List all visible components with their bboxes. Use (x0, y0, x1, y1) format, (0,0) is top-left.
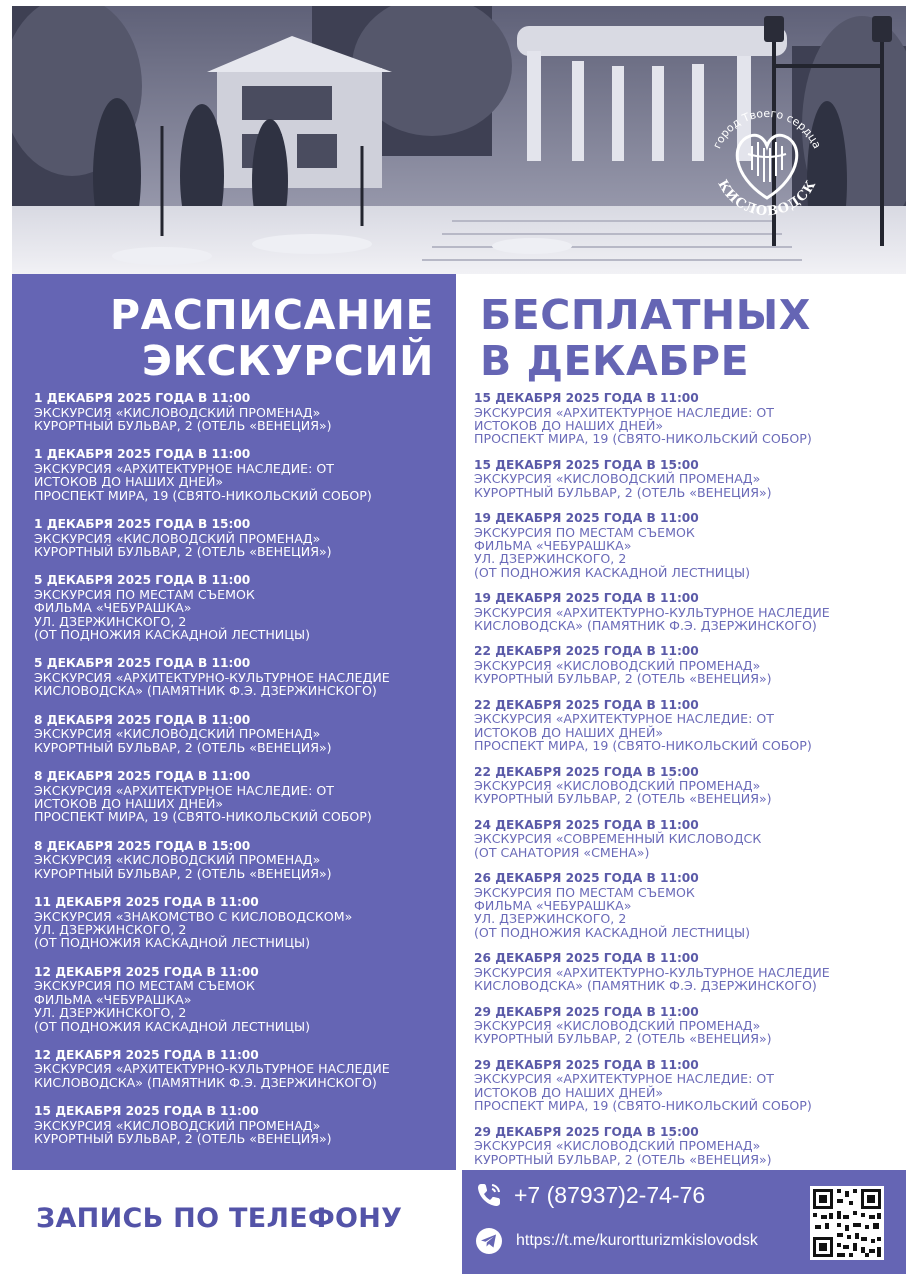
event-description: ЭКСКУРСИЯ «КИСЛОВОДСКИЙ ПРОМЕНАД» КУРОРТНЫЙ БУЛЬВАР, 2 (ОТЕЛЬ «ВЕНЕЦИЯ») (34, 726, 332, 755)
event-date: 29 ДЕКАБРЯ 2025 ГОДА В 15:00 (474, 1124, 699, 1139)
title-line: В ДЕКАБРЕ (480, 337, 750, 385)
event-item (34, 840, 444, 880)
footer-left (12, 1170, 456, 1274)
event-description: ЭКСКУРСИЯ «АРХИТЕКТУРНО-КУЛЬТУРНОЕ НАСЛЕДИЕ КИСЛОВОДСКА» (ПАМЯТНИК Ф.Э. ДЗЕРЖИНСКОГО) (474, 604, 830, 634)
event-description: ЭКСКУРСИЯ «АРХИТЕКТУРНОЕ НАСЛЕДИЕ: ОТ ИСТОКОВ ДО НАШИХ ДНЕЙ» ПРОСПЕКТ МИРА, 19 (СВЯТО-НИКОЛЬСКИЙ СОБОР) (474, 404, 812, 447)
event-date: 29 ДЕКАБРЯ 2025 ГОДА В 11:00 (474, 1004, 699, 1019)
event-description: ЭКСКУРСИЯ «КИСЛОВОДСКИЙ ПРОМЕНАД» КУРОРТНЫЙ БУЛЬВАР, 2 (ОТЕЛЬ «ВЕНЕЦИЯ») (34, 530, 332, 559)
title-right (480, 292, 811, 384)
event-description: ЭКСКУРСИЯ «АРХИТЕКТУРНОЕ НАСЛЕДИЕ: ОТ ИСТОКОВ ДО НАШИХ ДНЕЙ» ПРОСПЕКТ МИРА, 19 (СВЯТО-НИКОЛЬСКИЙ СОБОР) (34, 782, 372, 825)
footer-contacts (462, 1170, 906, 1274)
event-description: ЭКСКУРСИЯ «СОВРЕМЕННЫЙ КИСЛОВОДСК (ОТ САНАТОРИЯ «СМЕНА») (474, 831, 762, 860)
event-list-left (34, 392, 444, 1162)
event-description: ЭКСКУРСИЯ ПО МЕСТАМ СЪЕМОК ФИЛЬМА «ЧЕБУРАШКА» УЛ. ДЗЕРЖИНСКОГО, 2 (ОТ ПОДНОЖИЯ КАСКАДНОЙ ЛЕСТНИЦЫ) (474, 884, 751, 940)
event-item (34, 392, 444, 432)
telegram-icon (474, 1226, 504, 1256)
event-item (34, 657, 444, 697)
telegram-link[interactable]: https://t.me/kurortturizmkislovodsk (516, 1232, 758, 1249)
title-line: БЕСПЛАТНЫХ (480, 291, 811, 339)
event-description: ЭКСКУРСИЯ «КИСЛОВОДСКИЙ ПРОМЕНАД» КУРОРТНЫЙ БУЛЬВАР, 2 (ОТЕЛЬ «ВЕНЕЦИЯ») (474, 778, 772, 807)
event-item (474, 1006, 904, 1046)
event-date: 15 ДЕКАБРЯ 2025 ГОДА В 15:00 (474, 457, 699, 472)
event-description: ЭКСКУРСИЯ ПО МЕСТАМ СЪЕМОК ФИЛЬМА «ЧЕБУРАШКА» УЛ. ДЗЕРЖИНСКОГО, 2 (ОТ ПОДНОЖИЯ КАСКАДНОЙ ЛЕСТНИЦЫ) (474, 524, 751, 580)
logo-text-top: город Твоего сердца (710, 106, 824, 151)
title-line: РАСПИСАНИЕ (110, 291, 434, 339)
event-date: 1 ДЕКАБРЯ 2025 ГОДА В 15:00 (34, 517, 251, 532)
event-description: ЭКСКУРСИЯ «АРХИТЕКТУРНОЕ НАСЛЕДИЕ: ОТ ИСТОКОВ ДО НАШИХ ДНЕЙ» ПРОСПЕКТ МИРА, 19 (СВЯТО-НИКОЛЬСКИЙ СОБОР) (474, 711, 812, 754)
event-date: 11 ДЕКАБРЯ 2025 ГОДА В 11:00 (34, 895, 259, 910)
event-item (474, 952, 904, 992)
event-item (474, 1059, 904, 1113)
event-item (474, 699, 904, 753)
event-item (34, 966, 444, 1033)
event-item (474, 819, 904, 859)
event-list-right (474, 392, 904, 1179)
phone-row[interactable] (474, 1180, 705, 1210)
event-item (474, 645, 904, 685)
event-date: 22 ДЕКАБРЯ 2025 ГОДА В 11:00 (474, 697, 699, 712)
event-date: 19 ДЕКАБРЯ 2025 ГОДА В 11:00 (474, 591, 699, 606)
poster (12, 6, 906, 1274)
event-item (34, 1105, 444, 1145)
event-description: ЭКСКУРСИЯ «АРХИТЕКТУРНОЕ НАСЛЕДИЕ: ОТ ИСТОКОВ ДО НАШИХ ДНЕЙ» ПРОСПЕКТ МИРА, 19 (СВЯТО-НИКОЛЬСКИЙ СОБОР) (34, 460, 372, 503)
event-date: 19 ДЕКАБРЯ 2025 ГОДА В 11:00 (474, 511, 699, 526)
event-description: ЭКСКУРСИЯ «КИСЛОВОДСКИЙ ПРОМЕНАД» КУРОРТНЫЙ БУЛЬВАР, 2 (ОТЕЛЬ «ВЕНЕЦИЯ») (34, 1117, 332, 1147)
event-item (34, 448, 444, 502)
event-item (34, 518, 444, 558)
event-item (474, 459, 904, 499)
event-date: 5 ДЕКАБРЯ 2025 ГОДА В 11:00 (34, 656, 251, 671)
left-column (12, 274, 456, 1170)
event-description: ЭКСКУРСИЯ «АРХИТЕКТУРНО-КУЛЬТУРНОЕ НАСЛЕДИЕ КИСЛОВОДСКА» (ПАМЯТНИК Ф.Э. ДЗЕРЖИНСКОГО) (474, 964, 830, 994)
title-left (110, 292, 434, 384)
event-date: 15 ДЕКАБРЯ 2025 ГОДА В 11:00 (34, 1104, 259, 1119)
event-description: ЭКСКУРСИЯ «КИСЛОВОДСКИЙ ПРОМЕНАД» КУРОРТНЫЙ БУЛЬВАР, 2 (ОТЕЛЬ «ВЕНЕЦИЯ») (474, 657, 772, 687)
event-item (474, 872, 904, 939)
event-date: 8 ДЕКАБРЯ 2025 ГОДА В 11:00 (34, 712, 251, 727)
phone-icon (474, 1180, 504, 1210)
event-description: ЭКСКУРСИЯ ПО МЕСТАМ СЪЕМОК ФИЛЬМА «ЧЕБУРАШКА» УЛ. ДЗЕРЖИНСКОГО, 2 (ОТ ПОДНОЖИЯ КАСКАДНОЙ ЛЕСТНИЦЫ) (34, 978, 311, 1034)
event-description: ЭКСКУРСИЯ «КИСЛОВОДСКИЙ ПРОМЕНАД» КУРОРТНЫЙ БУЛЬВАР, 2 (ОТЕЛЬ «ВЕНЕЦИЯ») (34, 404, 332, 433)
event-description: ЭКСКУРСИЯ «ЗНАКОМСТВО С КИСЛОВОДСКОМ» УЛ. ДЗЕРЖИНСКОГО, 2 (ОТ ПОДНОЖИЯ КАСКАДНОЙ ЛЕСТНИЦЫ) (34, 908, 353, 951)
title-line: ЭКСКУРСИЙ (141, 337, 434, 385)
event-date: 22 ДЕКАБРЯ 2025 ГОДА В 15:00 (474, 764, 699, 779)
event-item (474, 592, 904, 632)
event-item (474, 1126, 904, 1166)
event-date: 26 ДЕКАБРЯ 2025 ГОДА В 11:00 (474, 871, 699, 886)
event-date: 29 ДЕКАБРЯ 2025 ГОДА В 11:00 (474, 1057, 699, 1072)
phone-number[interactable]: +7 (87937)2-74-76 (514, 1181, 706, 1208)
event-description: ЭКСКУРСИЯ ПО МЕСТАМ СЪЕМОК ФИЛЬМА «ЧЕБУРАШКА» УЛ. ДЗЕРЖИНСКОГО, 2 (ОТ ПОДНОЖИЯ КАСКАДНОЙ ЛЕСТНИЦЫ) (34, 586, 311, 643)
event-date: 26 ДЕКАБРЯ 2025 ГОДА В 11:00 (474, 951, 699, 966)
event-item (474, 766, 904, 806)
event-item (34, 714, 444, 754)
signup-label: ЗАПИСЬ ПО ТЕЛЕФОНУ (36, 1203, 403, 1234)
event-description: ЭКСКУРСИЯ «КИСЛОВОДСКИЙ ПРОМЕНАД» КУРОРТНЫЙ БУЛЬВАР, 2 (ОТЕЛЬ «ВЕНЕЦИЯ») (474, 1018, 772, 1047)
event-description: ЭКСКУРСИЯ «КИСЛОВОДСКИЙ ПРОМЕНАД» КУРОРТНЫЙ БУЛЬВАР, 2 (ОТЕЛЬ «ВЕНЕЦИЯ») (34, 852, 332, 881)
event-date: 12 ДЕКАБРЯ 2025 ГОДА В 11:00 (34, 1047, 259, 1062)
logo-text-bottom: КИСЛОВОДСК (714, 177, 820, 220)
event-date: 8 ДЕКАБРЯ 2025 ГОДА В 11:00 (34, 769, 251, 784)
event-date: 15 ДЕКАБРЯ 2025 ГОДА В 11:00 (474, 391, 699, 405)
event-date: 22 ДЕКАБРЯ 2025 ГОДА В 11:00 (474, 644, 699, 659)
event-date: 8 ДЕКАБРЯ 2025 ГОДА В 15:00 (34, 838, 251, 853)
event-description: ЭКСКУРСИЯ «АРХИТЕКТУРНОЕ НАСЛЕДИЕ: ОТ ИСТОКОВ ДО НАШИХ ДНЕЙ» ПРОСПЕКТ МИРА, 19 (СВЯТО-НИКОЛЬСКИЙ СОБОР) (474, 1071, 812, 1114)
event-item (34, 574, 444, 641)
event-item (474, 392, 904, 446)
event-date: 1 ДЕКАБРЯ 2025 ГОДА В 11:00 (34, 391, 251, 405)
event-item (34, 896, 444, 950)
event-description: ЭКСКУРСИЯ «КИСЛОВОДСКИЙ ПРОМЕНАД» КУРОРТНЫЙ БУЛЬВАР, 2 (ОТЕЛЬ «ВЕНЕЦИЯ») (474, 1138, 772, 1167)
event-date: 5 ДЕКАБРЯ 2025 ГОДА В 11:00 (34, 573, 251, 588)
event-description: ЭКСКУРСИЯ «КИСЛОВОДСКИЙ ПРОМЕНАД» КУРОРТНЫЙ БУЛЬВАР, 2 (ОТЕЛЬ «ВЕНЕЦИЯ») (474, 471, 772, 500)
right-column (462, 274, 906, 1170)
event-item (474, 512, 904, 579)
event-description: ЭКСКУРСИЯ «АРХИТЕКТУРНО-КУЛЬТУРНОЕ НАСЛЕДИЕ КИСЛОВОДСКА» (ПАМЯТНИК Ф.Э. ДЗЕРЖИНСКОГО) (34, 669, 390, 699)
event-date: 12 ДЕКАБРЯ 2025 ГОДА В 11:00 (34, 964, 259, 979)
event-date: 1 ДЕКАБРЯ 2025 ГОДА В 11:00 (34, 447, 251, 462)
event-description: ЭКСКУРСИЯ «АРХИТЕКТУРНО-КУЛЬТУРНОЕ НАСЛЕДИЕ КИСЛОВОДСКА» (ПАМЯТНИК Ф.Э. ДЗЕРЖИНСКОГО) (34, 1061, 390, 1090)
event-date: 24 ДЕКАБРЯ 2025 ГОДА В 11:00 (474, 817, 699, 832)
event-item (34, 770, 444, 824)
qr-code-icon[interactable] (810, 1186, 884, 1260)
event-item (34, 1049, 444, 1089)
kislovodsk-logo-icon (702, 98, 832, 228)
header-photo (12, 6, 906, 274)
telegram-row[interactable] (474, 1226, 758, 1256)
